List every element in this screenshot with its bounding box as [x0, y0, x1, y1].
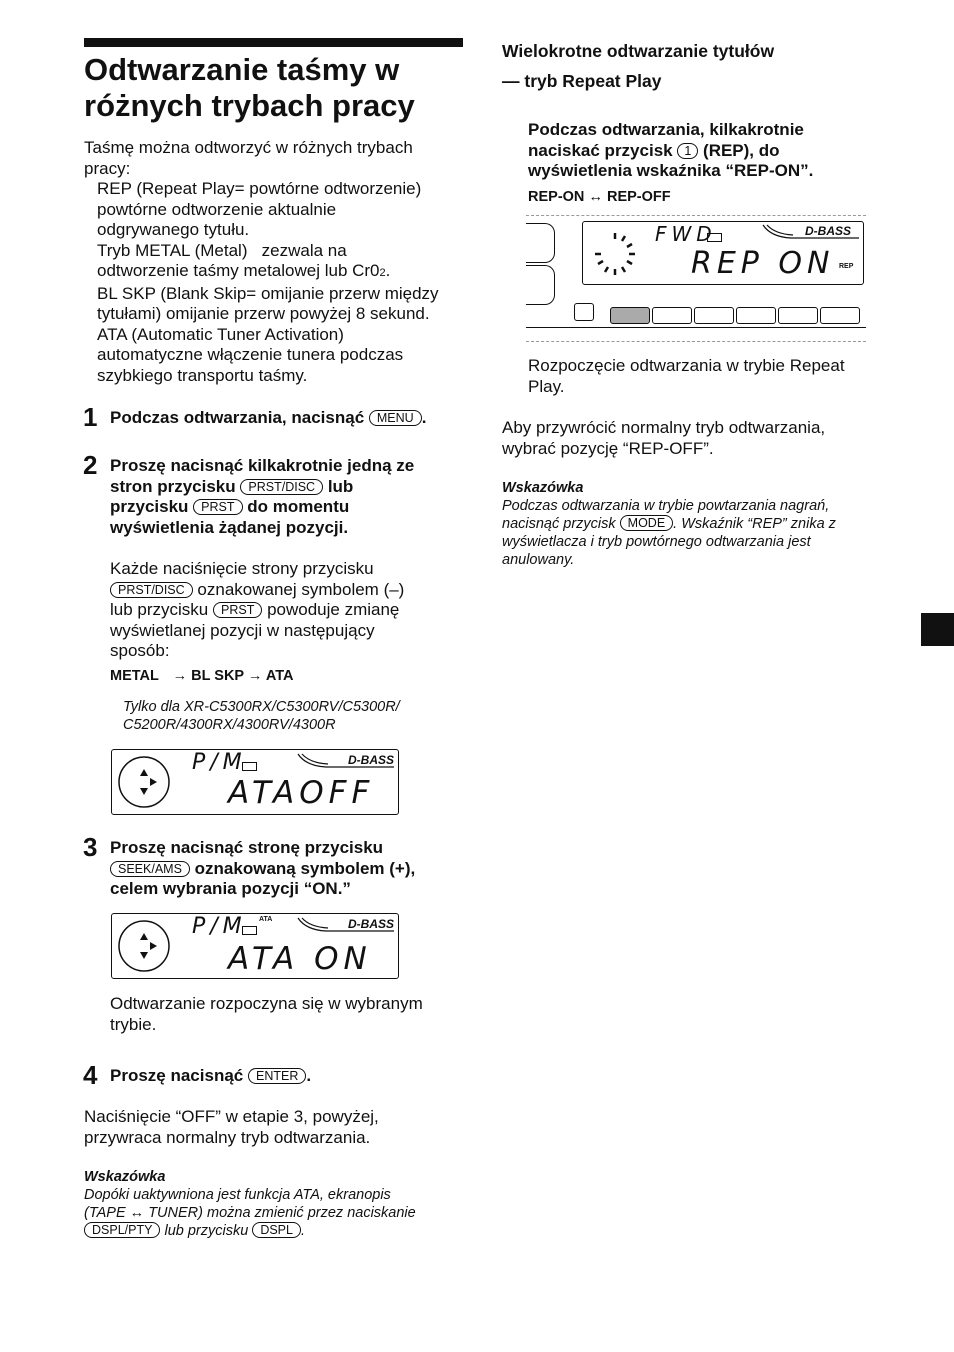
tape-reel-icon — [591, 230, 639, 278]
mode-list-line: tytułami) omijanie przerw powyżej 8 sekund. — [97, 304, 430, 323]
toggle-off: REP-OFF — [606, 189, 671, 205]
step-4-label: Proszę nacisnąć — [110, 1066, 244, 1085]
text: lub przycisku — [164, 1223, 249, 1239]
result-line: Odtwarzanie rozpoczyna się w wybranym — [110, 994, 423, 1013]
text: oznakowanej symbolem (–) — [197, 579, 405, 599]
mode-list-line: REP (Repeat Play= powtórne odtworzenie) — [97, 179, 422, 198]
explanation-line: sposób: — [110, 641, 170, 660]
instruction-line — [528, 141, 813, 162]
mode-list-text: odtworzenie taśmy metalowej lub Cr0 — [97, 261, 380, 280]
section-heading — [502, 36, 774, 96]
preset-button-6 — [820, 307, 860, 324]
tip-title: Wskazówka — [84, 1169, 166, 1185]
off-note — [84, 1107, 379, 1148]
text: (REP), do — [703, 140, 780, 160]
restore-line: wybrać pozycję “REP-OFF”. — [502, 438, 714, 458]
period: . — [385, 261, 391, 280]
preset-button-3 — [694, 307, 734, 324]
lcd-main-text: ATAOFF — [228, 775, 375, 811]
prst-disc-key: PRST/DISC — [110, 582, 193, 598]
mode-list-line: automatyczne włączenie tunera podczas — [97, 345, 404, 364]
arrow-right-icon: → — [172, 668, 188, 684]
joystick-icon — [115, 917, 173, 975]
intro-lead — [84, 138, 413, 179]
dspl-key: DSPL — [252, 1222, 301, 1238]
text: TUNER) można zmienić przez naciskanie — [148, 1205, 416, 1221]
step-2-text — [110, 456, 414, 538]
subscript: 2 — [379, 267, 386, 279]
faceplate-frame-top — [526, 215, 866, 217]
text: stron przycisku — [110, 476, 236, 496]
mode-list-line: powtórne odtworzenie aktualnie — [97, 199, 337, 219]
period: . — [421, 408, 427, 427]
left-knob-lower — [526, 265, 555, 305]
double-arrow-icon: ↔ — [588, 189, 603, 205]
lcd-top-text: FWD — [655, 222, 717, 246]
step-4-text — [110, 1066, 311, 1087]
step-number-1: 1 — [83, 402, 98, 432]
preset-button-2 — [652, 307, 692, 324]
model-note — [123, 698, 400, 734]
result-line: Play. — [528, 376, 565, 396]
step-2-explanation — [110, 559, 404, 662]
cassette-icon — [242, 762, 257, 771]
explanation-line: Każde naciśnięcie strony przycisku — [110, 559, 374, 578]
enter-key: ENTER — [248, 1068, 306, 1084]
rep-toggle — [528, 188, 671, 206]
step-number-3: 3 — [83, 832, 98, 862]
restore-line: Aby przywrócić normalny tryb odtwarzania, — [502, 418, 826, 437]
step-3-line — [110, 859, 415, 880]
step-2-line: Proszę nacisnąć kilkakrotnie jedną ze — [110, 456, 415, 475]
text: powoduje zmianę — [267, 600, 400, 619]
explanation-line — [110, 580, 404, 601]
explanation-line: wyświetlanej pozycji w następujący — [110, 620, 375, 640]
dbass-label: D-BASS — [805, 224, 852, 238]
instruction-line: wyświetlenia wskaźnika “REP-ON”. — [528, 161, 814, 180]
period: . — [300, 1223, 305, 1239]
title-rule — [84, 38, 463, 47]
tip-line — [84, 1204, 416, 1222]
tip-line: wyświetlacza i tryb powtórnego odtwarzania jest — [502, 534, 811, 550]
step-2-line — [110, 497, 414, 518]
small-square-button — [574, 303, 594, 321]
restore-note — [502, 418, 825, 459]
step-number-2: 2 — [83, 450, 98, 480]
dbass-label: D-BASS — [348, 917, 395, 931]
prst-disc-key: PRST/DISC — [240, 479, 323, 495]
lcd-display-ata-on — [111, 913, 399, 979]
tip-right — [502, 479, 836, 569]
tip-title: Wskazówka — [502, 480, 584, 496]
step-2-line: wyświetlenia żądanej pozycji. — [110, 517, 349, 537]
key-1-rep: 1 — [677, 143, 698, 159]
menu-key: MENU — [369, 410, 422, 426]
sequence-item: METAL — [110, 668, 159, 684]
intro-lead-line-1: Taśmę można odtworzyć w różnych trybach — [84, 138, 413, 157]
head-unit-faceplate — [526, 215, 866, 343]
ata-indicator: ATA — [259, 916, 273, 923]
repeat-instruction — [528, 120, 813, 182]
off-note-line: przywraca normalny tryb odtwarzania. — [84, 1127, 371, 1147]
lcd-top-text: P/M — [192, 750, 247, 775]
left-knob-upper — [526, 223, 555, 263]
dspl-pty-key: DSPL/PTY — [84, 1222, 160, 1238]
mode-sequence — [110, 667, 294, 685]
lcd-main-text: REP ON — [691, 246, 835, 281]
model-note-line: Tylko dla XR-C5300RX/C5300RV/C5300R/ — [123, 699, 400, 715]
step-3-line: Proszę nacisnąć stronę przycisku — [110, 838, 384, 857]
mode-list-line: odgrywanego tytułu. — [97, 220, 250, 239]
lcd-display-ataoff — [111, 749, 399, 815]
explanation-line — [110, 600, 404, 621]
step-3-text — [110, 838, 415, 900]
mode-list-line: ATA (Automatic Tuner Activation) — [97, 324, 344, 344]
intro-lead-line-2: pracy: — [84, 158, 131, 178]
sequence-item: ATA — [265, 668, 294, 684]
tip-line: Dopóki uaktywniona jest funkcja ATA, ekranopis — [84, 1187, 391, 1203]
tip-line: anulowany. — [502, 552, 575, 568]
preset-button-1 — [610, 307, 650, 324]
text: przycisku — [110, 497, 189, 516]
preset-button-4 — [736, 307, 776, 324]
page-thumb-tab — [921, 613, 954, 646]
text: do momentu — [247, 497, 350, 516]
mode-list-line: Tryb METAL (Metal) zezwala na — [97, 240, 347, 260]
faceplate-frame-bottom — [526, 341, 866, 343]
text: nacisnąć przycisk — [502, 516, 616, 532]
result-line: trybie. — [110, 1014, 157, 1034]
title-line-1: Odtwarzanie taśmy w — [84, 52, 400, 87]
text: naciskać przycisk — [528, 140, 673, 160]
step-3-result — [110, 994, 423, 1035]
tip-line — [84, 1222, 416, 1240]
dbass-label: D-BASS — [348, 753, 395, 767]
mode-list-line: szybkiego transportu taśmy. — [97, 365, 308, 385]
arrow-right-icon: → — [247, 668, 263, 684]
instruction-line: Podczas odtwarzania, kilkakrotnie — [528, 120, 804, 139]
mode-list-line — [97, 261, 439, 284]
lcd-top-text: P/M — [192, 914, 247, 939]
tip-line: Podczas odtwarzania w trybie powtarzania nagrań, — [502, 498, 830, 514]
heading-line: Wielokrotne odtwarzanie tytułów — [502, 41, 775, 61]
prst-key: PRST — [213, 602, 262, 618]
preset-button-5 — [778, 307, 818, 324]
step-1-text — [110, 408, 426, 429]
step-3-line: celem wybrania pozycji “ON.” — [110, 879, 351, 898]
off-note-line: Naciśnięcie “OFF” w etapie 3, powyżej, — [84, 1107, 379, 1126]
model-note-line: C5200R/4300RX/4300RV/4300R — [123, 717, 336, 733]
text: lub przycisku — [110, 600, 209, 619]
cassette-icon — [242, 926, 257, 935]
text: lub — [327, 476, 354, 496]
double-arrow-icon: ↔ — [129, 1205, 145, 1221]
heading-line: — tryb Repeat Play — [502, 71, 662, 91]
toggle-on: REP-ON — [528, 189, 585, 205]
joystick-icon — [115, 753, 173, 811]
text: (TAPE — [84, 1205, 126, 1221]
lcd-display-rep-on — [582, 221, 864, 285]
sequence-item: BL SKP — [191, 668, 244, 684]
mode-list-line: BL SKP (Blank Skip= omijanie przerw między — [97, 283, 439, 303]
mode-key: MODE — [620, 515, 674, 531]
rep-indicator: REP — [839, 263, 854, 270]
period: . — [306, 1066, 312, 1085]
faceplate-bottom-edge — [526, 327, 866, 329]
seek-ams-key: SEEK/AMS — [110, 861, 190, 877]
mode-list — [97, 179, 439, 386]
step-1-label: Podczas odtwarzania, nacisnąć — [110, 408, 365, 427]
title-line-2: różnych trybach pracy — [84, 88, 415, 123]
step-2-line — [110, 477, 414, 498]
tip-left — [84, 1168, 416, 1240]
prst-key: PRST — [193, 499, 242, 515]
text: . Wskaźnik “REP” znika z — [673, 516, 836, 532]
text: oznakowaną symbolem (+), — [194, 858, 416, 878]
rep-result — [528, 356, 845, 397]
result-line: Rozpoczęcie odtwarzania w trybie Repeat — [528, 356, 845, 375]
lcd-main-text: ATA ON — [228, 941, 372, 977]
step-number-4: 4 — [83, 1060, 98, 1090]
page-title — [84, 52, 415, 124]
cassette-icon — [707, 233, 722, 242]
tip-line — [502, 515, 836, 533]
